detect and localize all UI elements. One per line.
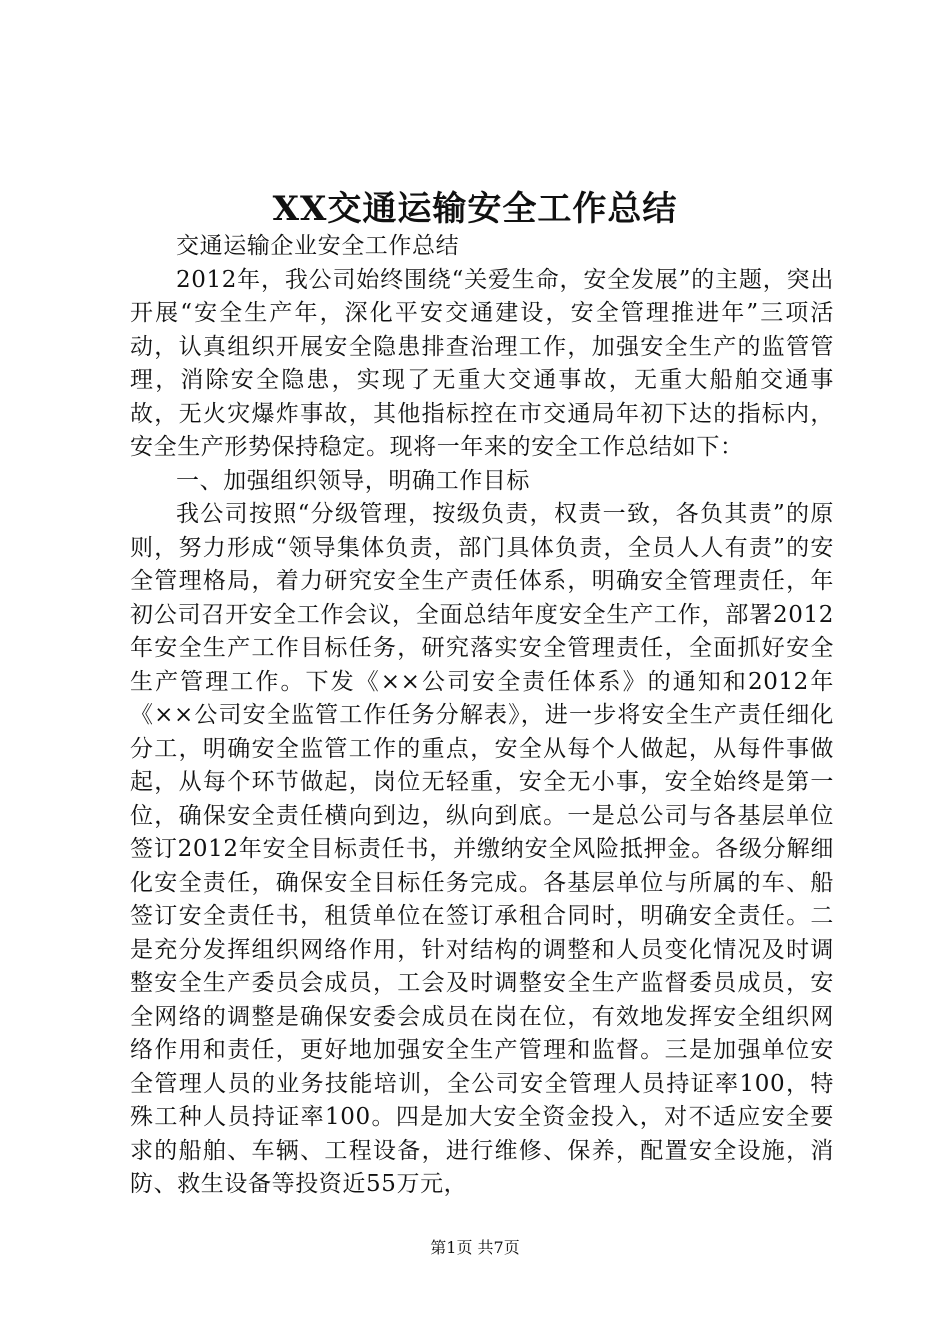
intro-paragraph: 2012年，我公司始终围绕“关爱生命，安全发展”的主题，突出开展“安全生产年，深化平安交通建设，安全管理推进年”三项活动，认真组织开展安全隐患排查治理工作，加强安全生产的监管管理，消除安全隐患，实现了无重大交通事故，无重大船舶交通事故，无火灾爆炸事故，其他指标控在市交通局年初下达的指标内，安全生产形势保持稳定。现将一年来的安全工作总结如下：	[130, 266, 834, 460]
document-body	[130, 230, 834, 1202]
subtitle-paragraph: 交通运输企业安全工作总结	[176, 233, 460, 259]
page-number-footer: 第1页 共7页	[430, 1238, 520, 1257]
document-title: XX交通运输安全工作总结	[272, 189, 678, 229]
section-heading: 一、加强组织领导，明确工作目标	[176, 467, 530, 494]
section-paragraph: 我公司按照“分级管理，按级负责，权责一致，各负其责”的原则，努力形成“领导集体负责，部门具体负责，全员人人有责”的安全管理格局，着力研究安全生产责任体系，明确安全管理责任，年初公司召开安全工作会议，全面总结年度安全生产工作，部署2012年安全生产工作目标任务，研究落实安全管理责任，全面抓好安全生产管理工作。下发《××公司安全责任体系》的通知和2012年《××公司安全监管工作任务分解表》，进一步将安全生产责任细化分工，明确安全监管工作的重点，安全从每个人做起，从每件事做起，从每个环节做起，岗位无轻重，安全无小事，安全始终是第一位，确保安全责任横向到边，纵向到底。一是总公司与各基层单位签订2012年安全目标责任书，并缴纳安全风险抵押金。各级分解细化安全责任，确保安全目标任务完成。各基层单位与所属的车、船签订安全责任书，租赁单位在签订承租合同时，明确安全责任。二是充分发挥组织网络作用，针对结构的调整和人员变化情况及时调整安全生产委员会成员，工会及时调整安全生产监督委员成员，安全网络的调整是确保安委会成员在岗在位，有效地发挥安全组织网络作用和责任，更好地加强安全生产管理和监督。三是加强单位安全管理人员的业务技能培训，全公司安全管理人员持证率100，特殊工种人员持证率100。四是加大安全资金投入，对不适应安全要求的船舶、车辆、工程设备，进行维修、保养，配置安全设施，消防、救生设备等投资近55万元，	[130, 501, 834, 1197]
